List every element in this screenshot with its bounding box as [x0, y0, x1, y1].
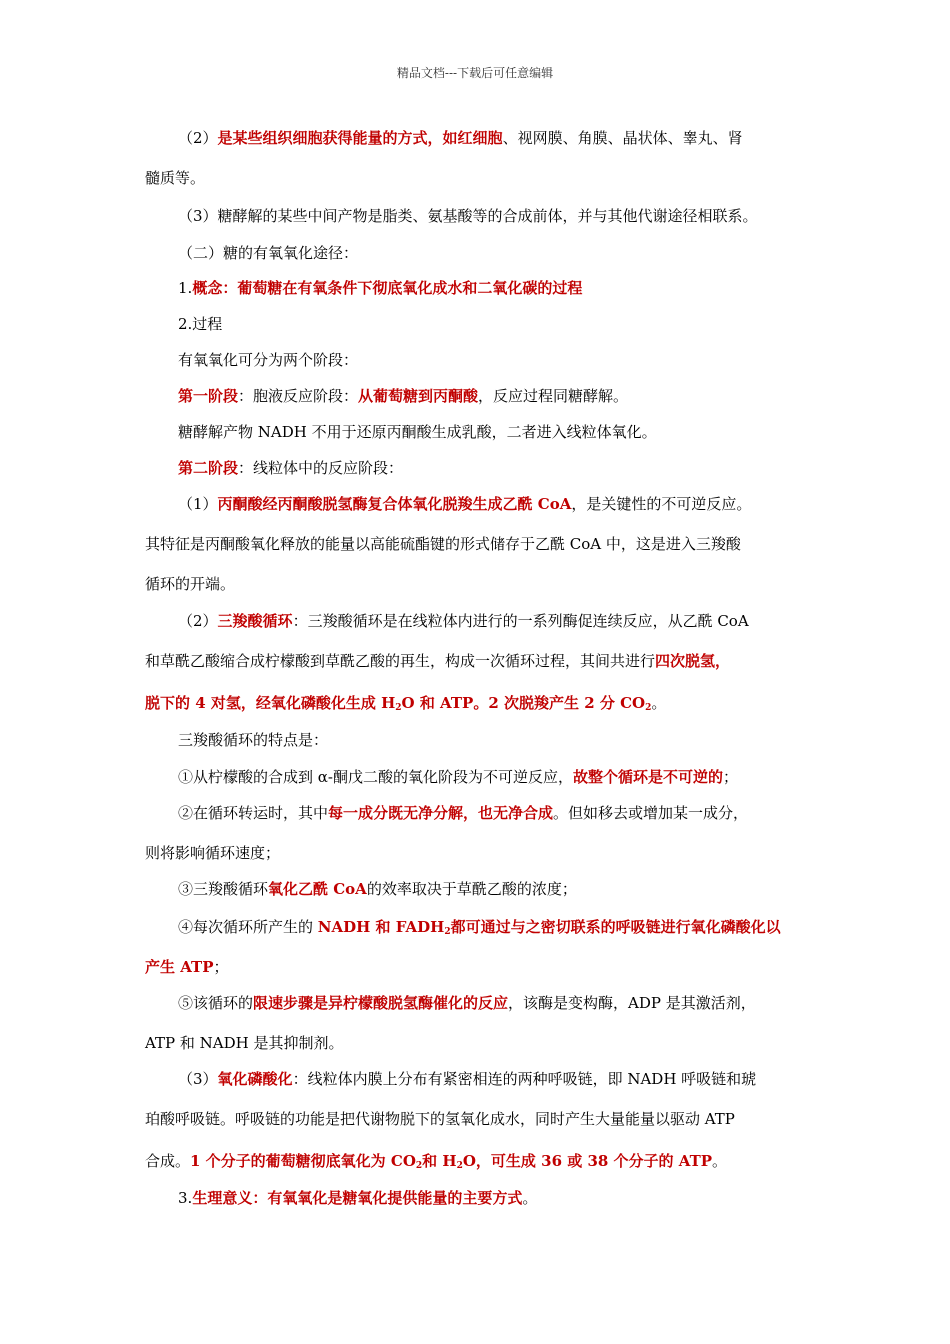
body-text: ①从柠檬酸的合成到 α-酮戊二酸的氧化阶段为不可逆反应， [178, 768, 573, 786]
emphasis-text: 四次脱氢， [655, 652, 731, 670]
emphasis-text: 是某些组织细胞获得能量的方式，如红细胞 [217, 129, 503, 147]
subscript: 2 [456, 1161, 463, 1171]
emphasis-text: 概念：葡萄糖在有氧条件下彻底氧化成水和二氧化碳的过程 [192, 279, 583, 297]
text-line [178, 206, 758, 226]
text-line [145, 1151, 727, 1176]
emphasis-text: 产生 ATP [145, 958, 214, 976]
body-text: 。 [651, 694, 667, 712]
emphasis-text: 丙酮酸经丙酮酸脱氢酶复合体氧化脱羧生成乙酰 CoA [217, 495, 572, 513]
emphasis-text: 限速步骤是异柠檬酸脱氢酶催化的反应 [253, 994, 509, 1012]
emphasis-text: 氧化乙酰 CoA [268, 880, 367, 898]
body-text: ATP 和 NADH 是其抑制剂。 [145, 1034, 344, 1052]
body-text: ：线粒体内膜上分布有紧密相连的两种呼吸链，即 NADH 呼吸链和琥 [292, 1070, 757, 1088]
body-text: ：胞液反应阶段： [238, 387, 359, 405]
body-text: 1. [178, 279, 193, 297]
text-line [178, 458, 403, 478]
text-line [178, 278, 582, 298]
emphasis-text: 1 个分子的葡萄糖彻底氧化为 CO [190, 1152, 416, 1170]
body-text: 其特征是丙酮酸氧化释放的能量以高能硫酯键的形式储存于乙酰 CoA 中，这是进入三羧酸 [145, 535, 741, 553]
subscript: 2 [415, 1161, 423, 1171]
emphasis-text: 从葡萄糖到丙酮酸 [358, 387, 479, 405]
body-text: 循环的开端。 [145, 575, 236, 593]
body-text: 、视网膜、角膜、晶状体、睾丸、肾 [502, 129, 743, 147]
text-line [145, 574, 235, 594]
text-line [178, 494, 751, 514]
emphasis-text: 和 H [422, 1152, 457, 1170]
text-line [178, 917, 781, 942]
body-text: ，是关键性的不可逆反应。 [571, 495, 752, 513]
emphasis-text: 都可通过与之密切联系的呼吸链进行氧化磷酸化以 [450, 918, 781, 936]
body-text: ②在循环转运时，其中 [178, 804, 329, 822]
text-line [178, 350, 358, 370]
text-line [178, 386, 628, 406]
page-header: 精品文档---下载后可任意编辑 [396, 66, 554, 80]
emphasis-text: O，可生成 36 或 38 个分子的 ATP [462, 1152, 713, 1170]
text-line [178, 128, 743, 148]
body-text: （3）糖酵解的某些中间产物是脂类、氨基酸等的合成前体，并与其他代谢途径相联系。 [178, 207, 758, 225]
body-text: （3） [178, 1070, 218, 1088]
text-line [145, 693, 666, 718]
text-line [145, 1033, 343, 1053]
text-line [145, 1109, 735, 1129]
body-text: 则将影响循环速度； [145, 844, 281, 862]
body-text: 。 [522, 1189, 538, 1207]
body-text: 三羧酸循环的特点是： [178, 731, 329, 749]
text-line [178, 803, 748, 823]
emphasis-text: 氧化磷酸化 [217, 1070, 293, 1088]
emphasis-text: 第二阶段 [178, 459, 239, 477]
text-line [178, 1069, 756, 1089]
body-text: 2.过程 [178, 315, 223, 333]
text-line [178, 422, 657, 442]
body-text: 珀酸呼吸链。呼吸链的功能是把代谢物脱下的氢氧化成水，同时产生大量能量以驱动 ATP [145, 1110, 735, 1128]
body-text: ，该酶是变构酶，ADP 是其激活剂， [508, 994, 756, 1012]
emphasis-text: 每一成分既无净分解，也无净合成 [328, 804, 554, 822]
emphasis-text: 生理意义：有氧氧化是糖氧化提供能量的主要方式 [192, 1189, 523, 1207]
body-text: 3. [178, 1189, 193, 1207]
body-text: 。但如移去或增加某一成分， [553, 804, 749, 822]
body-text: ； [722, 768, 738, 786]
text-line [145, 843, 280, 863]
text-line [178, 730, 328, 750]
body-text: ：三羧酸循环是在线粒体内进行的一系列酶促连续反应，从乙酰 CoA [292, 612, 749, 630]
text-line [178, 314, 222, 334]
text-line [178, 993, 756, 1013]
body-text: （2） [178, 129, 218, 147]
text-line [145, 534, 741, 554]
text-line [145, 957, 229, 977]
emphasis-text: NADH 和 FADH [317, 918, 445, 936]
body-text: 。 [712, 1152, 728, 1170]
body-text: 的效率取决于草酰乙酸的浓度； [366, 880, 577, 898]
subscript: 2 [645, 703, 652, 713]
text-line [178, 611, 749, 631]
body-text: 合成。 [145, 1152, 191, 1170]
body-text: ，反应过程同糖酵解。 [478, 387, 629, 405]
emphasis-text: 故整个循环是不可逆的 [572, 768, 723, 786]
subscript: 2 [444, 927, 451, 937]
text-line [178, 243, 358, 263]
body-text: 有氧氧化可分为两个阶段： [178, 351, 359, 369]
body-text: ⑤该循环的 [178, 994, 254, 1012]
body-text: ：线粒体中的反应阶段： [238, 459, 404, 477]
emphasis-text: 脱下的 4 对氢，经氧化磷酸化生成 H [145, 694, 396, 712]
body-text: ③三羧酸循环 [178, 880, 269, 898]
body-text: （1） [178, 495, 218, 513]
body-text: 髓质等。 [145, 169, 206, 187]
body-text: （二）糖的有氧氧化途径： [178, 244, 359, 262]
text-line [145, 168, 205, 188]
body-text: 和草酰乙酸缩合成柠檬酸到草酰乙酸的再生，构成一次循环过程，其间共进行 [145, 652, 656, 670]
body-text: ④每次循环所产生的 [178, 918, 318, 936]
emphasis-text: O 和 ATP。2 次脱羧产生 2 分 CO [401, 694, 646, 712]
emphasis-text: 第一阶段 [178, 387, 239, 405]
body-text: ； [213, 958, 229, 976]
text-line [178, 1188, 537, 1208]
emphasis-text: 三羧酸循环 [217, 612, 293, 630]
subscript: 2 [395, 703, 402, 713]
body-text: （2） [178, 612, 218, 630]
text-line [178, 767, 738, 787]
body-text: 糖酵解产物 NADH 不用于还原丙酮酸生成乳酸，二者进入线粒体氧化。 [178, 423, 657, 441]
text-line [145, 651, 730, 671]
text-line [178, 879, 577, 899]
